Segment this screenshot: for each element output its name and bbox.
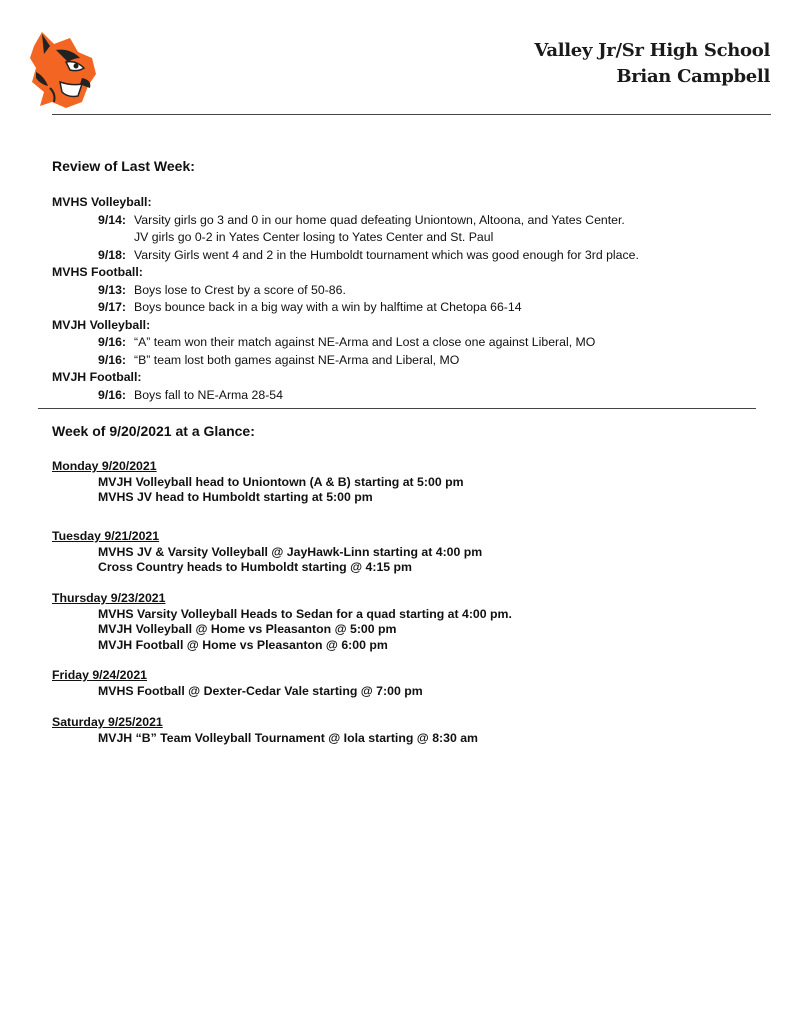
day-block [52,529,482,576]
review-title: Review of Last Week: [52,158,195,174]
schedule-event: MVJH “B” Team Volleyball Tournament @ Iola starting @ 8:30 am [98,730,478,745]
school-name: Valley Jr/Sr High School [534,40,770,61]
bobcat-head-logo [26,28,102,110]
review-section [52,194,752,404]
review-entry [52,387,752,405]
schedule-event: MVJH Volleyball head to Uniontown (A & B) starting at 5:00 pm [98,474,464,489]
review-entry [52,229,752,247]
review-entry [52,282,752,300]
entry-text: “B” team lost both games against NE-Arma and Liberal, MO [134,352,460,367]
entry-date: 9/17: [98,300,127,314]
entry-date: 9/16: [98,387,127,402]
review-entry [52,212,752,230]
review-category: MVHS Football: [52,265,143,279]
review-entry [52,352,752,370]
entry-text: Boys fall to NE-Arma 28-54 [134,387,283,402]
entry-date: 9/13: [98,282,127,297]
entry-text: Varsity girls go 3 and 0 in our home quad defeating Uniontown, Altoona, and Yates Center. [134,212,625,227]
entry-text: “A” team won their match against NE-Arma and Lost a close one against Liberal, MO [134,335,596,349]
header-divider [52,114,771,115]
entry-date: 9/14: [98,212,127,227]
review-entry [52,299,752,317]
day-block [52,459,464,506]
review-entry [52,334,752,352]
entry-date [98,229,134,247]
day-label: Tuesday 9/21/2021 [52,529,160,543]
document-header [534,38,770,90]
entry-text: Boys lose to Crest by a score of 50-86. [134,282,346,297]
week-title: Week of 9/20/2021 at a Glance: [52,423,255,439]
day-label: Friday 9/24/2021 [52,668,148,682]
entry-text: JV girls go 0-2 in Yates Center losing to Yates Center and St. Paul [134,230,494,244]
schedule-event: MVJH Football @ Home vs Pleasanton @ 6:00 pm [98,637,388,652]
day-block [52,668,423,699]
entry-text: Boys bounce back in a big way with a win by halftime at Chetopa 66-14 [134,300,522,314]
review-category: MVJH Volleyball: [52,317,151,332]
review-entry [52,247,752,265]
entry-date: 9/18: [98,247,127,262]
schedule-event: MVHS JV & Varsity Volleyball @ JayHawk-Linn starting at 4:00 pm [98,544,483,559]
day-label: Monday 9/20/2021 [52,459,157,473]
entry-date: 9/16: [98,335,127,349]
day-block [52,715,478,746]
schedule-event: MVHS Football @ Dexter-Cedar Vale starting @ 7:00 pm [98,683,423,698]
day-label: Saturday 9/25/2021 [52,715,163,729]
schedule-event: MVHS Varsity Volleyball Heads to Sedan for a quad starting at 4:00 pm. [98,606,512,621]
schedule-event: Cross Country heads to Humboldt starting @ 4:15 pm [98,560,412,574]
author-name: Brian Campbell [616,66,770,87]
section-divider [38,408,756,409]
entry-text: Varsity Girls went 4 and 2 in the Humboldt tournament which was good enough for 3rd place. [134,247,639,262]
entry-date: 9/16: [98,352,127,367]
schedule-event: MVJH Volleyball @ Home vs Pleasanton @ 5:00 pm [98,622,397,636]
day-block [52,591,512,653]
review-category: MVHS Volleyball: [52,195,152,209]
review-category: MVJH Football: [52,370,142,384]
schedule-event: MVHS JV head to Humboldt starting at 5:00 pm [98,490,373,504]
day-label: Thursday 9/23/2021 [52,591,166,605]
